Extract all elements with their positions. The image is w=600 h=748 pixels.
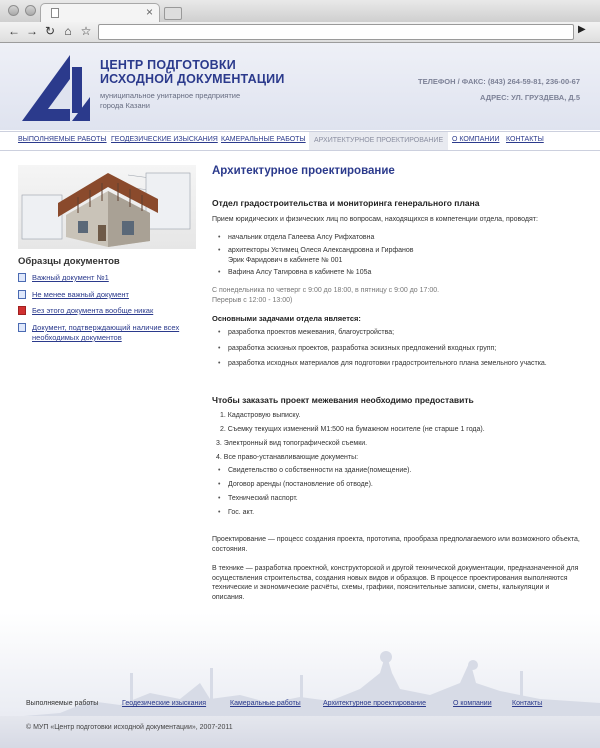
order-item: 1. Кадастровую выписку. [220,412,301,419]
contact-phone: ТЕЛЕФОН / ФАКС: (843) 264-59-81, 236-00-67 [417,77,580,86]
site-header [0,43,600,130]
browser-titlebar [0,0,600,23]
page-title: Архитектурное проектирование [212,165,395,177]
copyright: © МУП «Центр подготовки исходной документации», 2007-2011 [26,724,233,731]
doc-icon [18,290,26,299]
document-link-label[interactable]: Документ, подтверждающий наличие всех необходимых документов [32,323,180,342]
org-subtitle-line1: муниципальное унитарное предприятие [100,91,241,100]
samples-title: Образцы документов [18,256,120,267]
dept-title: Отдел градостроительства и мониторинга генерального плана [212,198,480,208]
tasks-title: Основными задачами отдела является: [212,314,361,323]
forward-arrow-icon[interactable]: → [26,24,38,38]
org-title [100,58,285,86]
order-subitem: • Технический паспорт. [228,494,298,504]
house-construction-image [18,165,196,249]
document-link[interactable] [18,290,192,300]
schedule-line2: Перерыв с 12:00 - 13:00) [212,297,293,304]
doc-icon [18,323,26,332]
staff-item: • Вафина Алсу Тагировна в кабинете № 105а [228,268,568,278]
browser-tab[interactable] [40,3,160,23]
browser-toolbar [0,22,600,43]
new-tab-button[interactable] [164,7,182,20]
document-link[interactable] [18,306,192,316]
nav-item-geodesy[interactable]: ГЕОДЕЗИЧЕСКИЕ ИЗЫСКАНИЯ [111,136,218,143]
schedule-line1: С понедельника по четверг с 9:00 до 18:00, в пятницу с 9:00 до 17:00. [212,287,440,294]
back-arrow-icon[interactable]: ← [8,24,20,38]
definition-paragraph: В технике — разработка проектной, конструкторской и другой технической документации, предназначенной для осуществления строительства, создания новых видов и образцов. В процессе проектирования выполняются технические и экономические расчёты, схемы, графики, пояснительные записки, сметы, калькуляции и описания. [212,565,579,601]
nav-item-office-works[interactable]: КАМЕРАЛЬНЫЕ РАБОТЫ [221,136,306,143]
nav-item-contacts[interactable]: КОНТАКТЫ [506,136,544,143]
order-subitem: • Договор аренды (постановление об отводе). [228,480,373,490]
org-subtitle-line2: города Казани [100,101,150,110]
task-item: • разработка исходных материалов для подготовки градостроительного плана земельного участка. [228,359,558,369]
footer-link-office-works[interactable]: Камеральные работы [230,700,301,707]
footer-link-about[interactable]: О компании [453,700,492,707]
reload-icon[interactable]: ↻ [44,24,56,38]
order-item: 3. Электронный вид топографической съемки. [216,440,368,447]
definition-paragraph: Проектирование — процесс создания проекта, прототипа, прообраза предполагаемого или возможного объекта, состояния. [212,536,580,553]
page-icon [51,8,59,18]
document-link[interactable] [18,323,192,343]
org-title-line1: ЦЕНТР ПОДГОТОВКИ [100,58,236,72]
main-nav [0,131,600,151]
nav-item-architecture[interactable]: АРХИТЕКТУРНОЕ ПРОЕКТИРОВАНИЕ [309,132,448,150]
nav-item-works[interactable]: ВЫПОЛНЯЕМЫЕ РАБОТЫ [18,136,107,143]
address-bar[interactable] [98,24,574,40]
home-icon[interactable]: ⌂ [64,24,72,38]
staff-item: • начальник отдела Галеева Алсу Рифхатовна [228,233,568,243]
document-link-label[interactable]: Без этого документа вообще никак [32,306,154,315]
order-title: Чтобы заказать проект межевания необходимо предоставить [212,395,474,405]
document-link[interactable] [18,273,192,283]
org-title-line2: ИСХОДНОЙ ДОКУМЕНТАЦИИ [100,72,285,86]
logo-icon[interactable] [22,53,90,123]
pdf-icon [18,306,26,315]
order-subitem: • Свидетельство о собственности на здание(помещение). [228,466,411,476]
footer [0,716,600,748]
minimize-window-button[interactable] [25,5,36,16]
doc-icon [18,273,26,282]
staff-item: • архитекторы Устимец Олеся Александровна и Гирфанов Эрик Фаридович в кабинете № 001 [228,246,418,265]
contact-address: АДРЕС: УЛ. ГРУЗДЕВА, Д.5 [480,93,580,102]
document-link-label[interactable]: Не менее важный документ [32,290,129,299]
order-subitem: • Гос. акт. [228,508,254,518]
close-tab-icon[interactable]: × [145,5,153,19]
org-subtitle [100,91,240,111]
footer-link-geodesy[interactable]: Геодезические изыскания [122,700,207,707]
close-window-button[interactable] [8,5,19,16]
footer-link-architecture[interactable]: Архитектурное проектирование [323,700,426,707]
web-page [0,43,600,748]
footer-link-works[interactable]: Выполняемые работы [26,700,99,707]
play-icon[interactable]: ▶ [578,24,586,35]
order-item: 2. Съемку текущих изменений М1:500 на бумажном носителе (не старше 1 года). [220,426,485,433]
task-item: • разработка эскизных проектов, разработка эскизных предложений входных групп; [228,344,568,354]
nav-item-about[interactable]: О КОМПАНИИ [452,136,500,143]
order-item: 4. Все право-устанавливающие документы: [216,454,359,461]
footer-nav [0,698,600,712]
document-link-label[interactable]: Важный документ №1 [32,273,109,282]
task-item: • разработка проектов межевания, благоустройства; [228,328,568,338]
star-icon[interactable]: ☆ [80,24,92,38]
reception-intro: Прием юридических и физических лиц по вопросам, находящихся в компетенции отдела, проводят: [212,216,538,223]
footer-link-contacts[interactable]: Контакты [512,700,543,707]
